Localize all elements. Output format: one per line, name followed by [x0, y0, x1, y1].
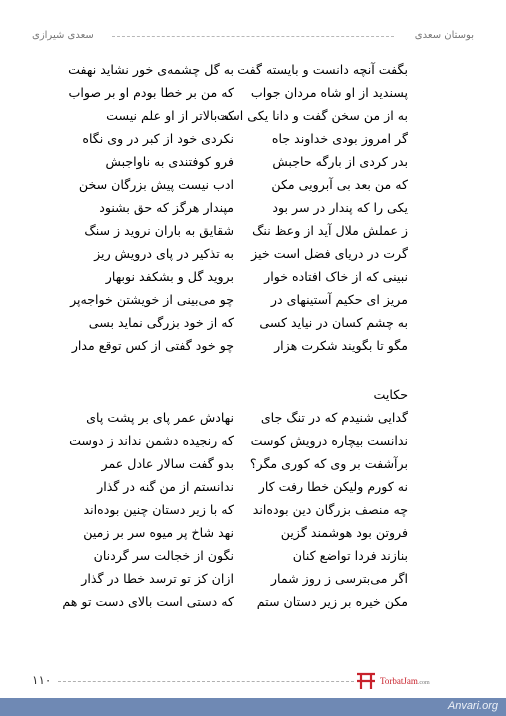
hemistich-first: به از من سخن گفت و دانا یکی است	[216, 108, 408, 123]
hemistich-second: نکردی خود از کبر در وی نگاه	[82, 131, 234, 146]
couplet	[0, 544, 506, 567]
hemistich-second: چو می‌بینی از خویشتن خواجه‌پر	[70, 292, 234, 307]
header-divider	[112, 36, 394, 37]
page-number: ۱۱۰	[32, 673, 52, 687]
hemistich-first: ز عملش ملال آید از وعظ ننگ	[252, 223, 408, 238]
book-title: بوستان سعدی	[414, 30, 474, 41]
hemistich-second: فرو کوفتندی به ناواجبش	[105, 154, 234, 169]
couplet	[0, 406, 506, 429]
couplet	[0, 127, 506, 150]
hemistich-first: بدر کردی از بارگه حاجبش	[272, 154, 408, 169]
couplet	[0, 219, 506, 242]
hemistich-second: که از خود بزرگی نماید بسی	[88, 315, 234, 330]
couplet	[0, 196, 506, 219]
couplet	[0, 150, 506, 173]
hemistich-first: نبینی که از خاک افتاده خوار	[264, 269, 408, 284]
couplet	[0, 104, 506, 127]
hemistich-second: ندانستم از من گنه در گذار	[97, 479, 234, 494]
hemistich-second: ادب نیست پیش بزرگان سخن	[78, 177, 234, 192]
hemistich-first: برآشفت بر وی که کوری مگر؟	[249, 456, 408, 471]
hemistich-first: بگفت آنچه دانست و بایسته گفت	[237, 62, 408, 77]
couplet	[0, 567, 506, 590]
hemistich-second: مپندار هرگز که حق بشنود	[99, 200, 234, 215]
hemistich-second: که رنجیده دشمن نداند ز دوست	[69, 433, 234, 448]
hemistich-first: چه منصف بزرگان دین بوده‌اند	[252, 502, 408, 517]
couplet	[0, 498, 506, 521]
hemistich-first: گر امروز بودی خداوند جاه	[271, 131, 408, 146]
hemistich-second: بدو گفت سالار عادل عمر	[101, 456, 234, 471]
hemistich-second: شقایق به باران نروید ز سنگ	[84, 223, 234, 238]
hemistich-first: گرت در دریای فضل است خیز	[251, 246, 408, 261]
watermark-text: Anvari.org	[447, 700, 498, 712]
couplet	[0, 58, 506, 81]
watermark-bar	[0, 698, 506, 716]
hemistich-second: به گل چشمه‌ی خور نشاید نهفت	[68, 62, 234, 77]
hemistich-first: نه کورم ولیکن خطا رفت کار	[258, 479, 408, 494]
couplet	[0, 452, 506, 475]
hemistich-first: بنازند فردا تواضع کنان	[292, 548, 408, 563]
couplet	[0, 173, 506, 196]
hemistich-first: فروتن بود هوشمند گزین	[280, 525, 408, 540]
hemistich-second: که با زیر دستان چنین بوده‌اند	[83, 502, 234, 517]
hemistich-first: پسندید از او شاه مردان جواب	[250, 85, 408, 100]
author-name: سعدی شیرازی	[32, 30, 94, 41]
couplet	[0, 334, 506, 357]
page-footer	[0, 671, 506, 693]
couplet	[0, 475, 506, 498]
hemistich-first: ندانست بیچاره درویش کوست	[250, 433, 408, 448]
page-header	[32, 30, 474, 46]
couplet	[0, 265, 506, 288]
couplet	[0, 242, 506, 265]
logo-mark-icon	[354, 671, 378, 691]
hemistich-first: مگو تا بگویند شکرت هزار	[274, 338, 408, 353]
logo-text: TorbatJam.com	[380, 676, 430, 686]
hemistich-first: که من بعد بی آبرویی مکن	[271, 177, 408, 192]
hemistich-second: ازان کز تو ترسد خطا در گذار	[81, 571, 234, 586]
hemistich-second: چو خود گفتی از کس توقع مدار	[71, 338, 234, 353]
hemistich-first: اگر می‌بترسی ز روز شمار	[270, 571, 408, 586]
hemistich-first: مریز ای حکیم آستینهای در	[270, 292, 408, 307]
hemistich-second: نهادش عمر پای بر پشت پای	[86, 410, 234, 425]
section-title: حکایت	[373, 387, 408, 402]
hemistich-second: که دستی است بالای دست تو هم	[62, 594, 234, 609]
hemistich-second: نهد شاخ پر میوه سر بر زمین	[83, 525, 234, 540]
hemistich-second: به تذکیر در پای درویش ریز	[94, 246, 234, 261]
poem-section-1	[0, 58, 506, 357]
hemistich-first: به چشم کسان در نیاید کسی	[259, 315, 408, 330]
couplet	[0, 521, 506, 544]
couplet	[0, 288, 506, 311]
couplet	[0, 311, 506, 334]
couplet	[0, 429, 506, 452]
hemistich-second: که بالاتر از او علم نیست	[106, 108, 234, 123]
hemistich-second: که من بر خطا بودم او بر صواب	[68, 85, 234, 100]
footer-divider	[58, 681, 354, 682]
hemistich-first: گدایی شنیدم که در تنگ جای	[260, 410, 408, 425]
couplet	[0, 81, 506, 104]
hemistich-second: بروید گل و بشکفد نوبهار	[105, 269, 234, 284]
hemistich-first: یکی را که پندار در سر بود	[272, 200, 408, 215]
couplet	[0, 590, 506, 613]
hemistich-first: مکن خیره بر زیر دستان ستم	[256, 594, 408, 609]
poem-section-2	[0, 406, 506, 613]
hemistich-second: نگون از خجالت سر گردنان	[93, 548, 234, 563]
site-logo	[354, 671, 472, 691]
